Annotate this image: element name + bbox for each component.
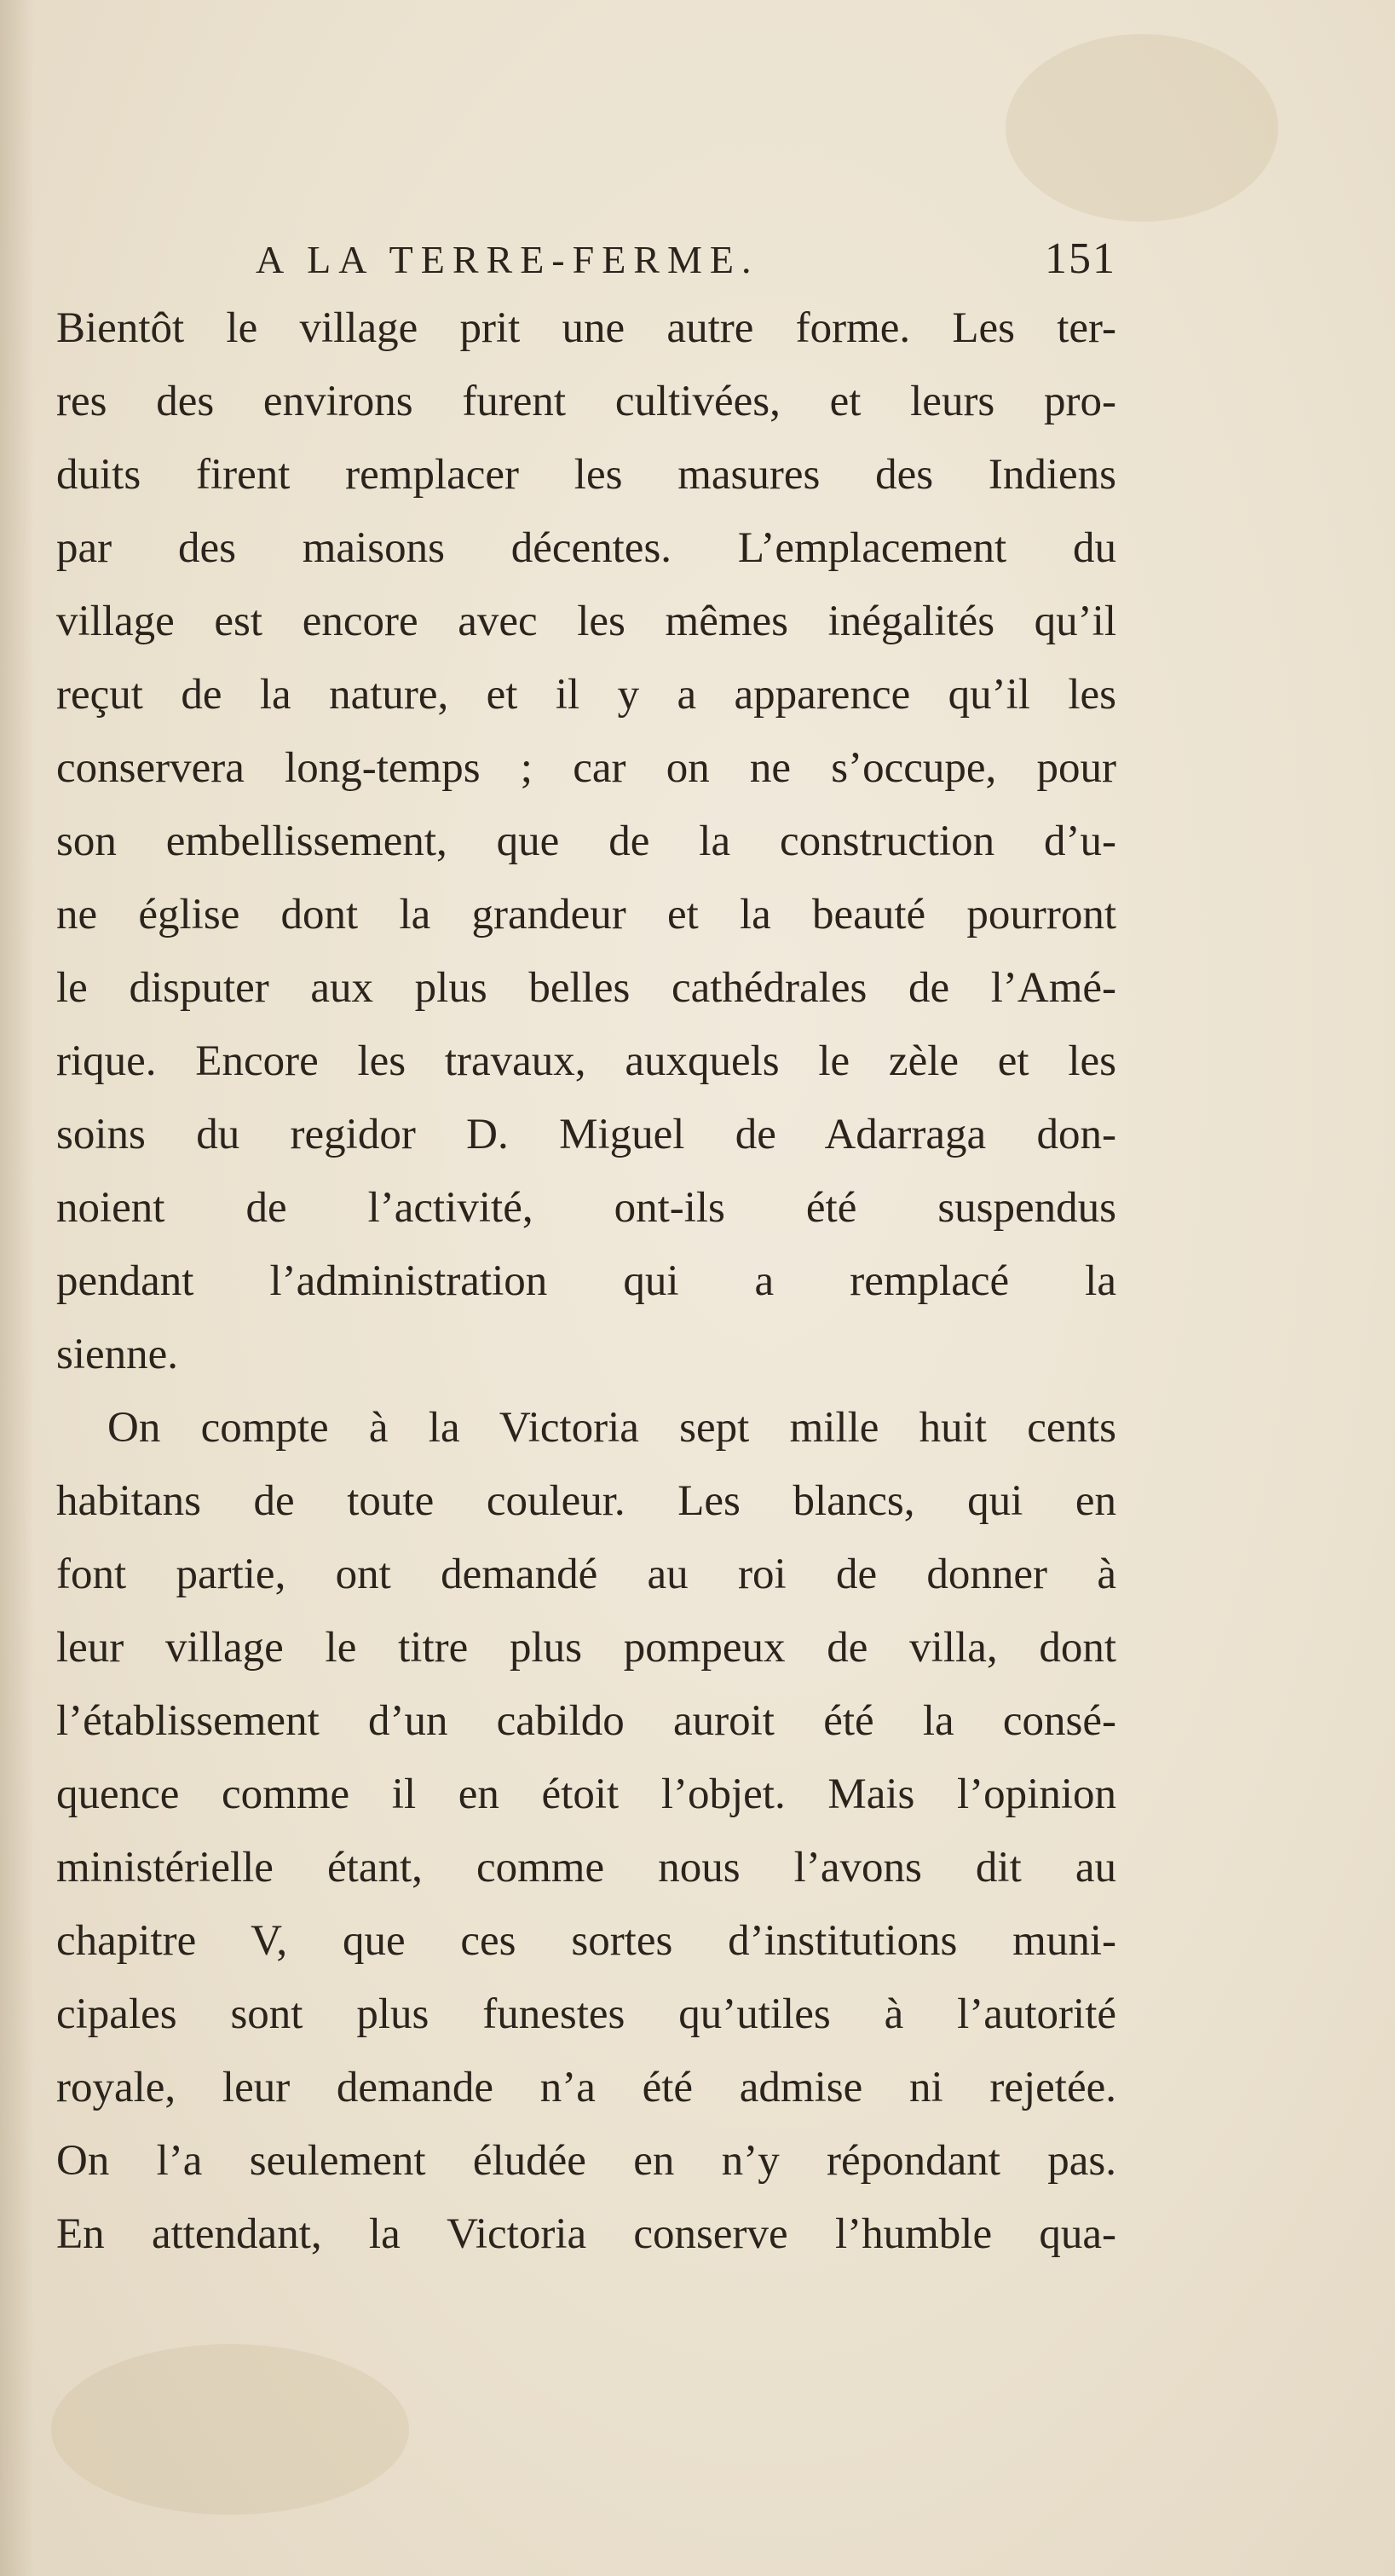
text-line: l’établissement d’un cabildo auroit été la consé- xyxy=(56,1697,1116,1745)
text-line: font partie, ont demandé au roi de donner à xyxy=(56,1551,1116,1598)
text-line: quence comme il en étoit l’objet. Mais l’opinion xyxy=(56,1770,1116,1818)
text-line: cipales sont plus funestes qu’utiles à l’autorité xyxy=(56,1990,1116,2038)
text-line: sienne. xyxy=(56,1331,179,1378)
text-line: village est encore avec les mêmes inégalités qu’il xyxy=(56,598,1116,645)
text-line: conservera long-temps ; car on ne s’occupe, pour xyxy=(56,744,1116,792)
text-line: duits firent remplacer les masures des Indiens xyxy=(56,451,1116,499)
binding-shadow xyxy=(0,0,34,2576)
text-line: noient de l’activité, ont-ils été suspendus xyxy=(56,1184,1116,1232)
text-line: reçut de la nature, et il y a apparence qu’il les xyxy=(56,671,1116,719)
text-line: habitans de toute couleur. Les blancs, qui en xyxy=(56,1477,1116,1525)
page-number: 151 xyxy=(1045,234,1116,283)
text-line: On l’a seulement éludée en n’y répondant pas. xyxy=(56,2137,1116,2185)
paper-stain xyxy=(51,2344,409,2515)
page-header xyxy=(256,234,1116,297)
paper-stain xyxy=(1006,34,1278,222)
text-line: chapitre V, que ces sortes d’institutions muni- xyxy=(56,1917,1116,1965)
text-line: res des environs furent cultivées, et leurs pro- xyxy=(56,378,1116,425)
running-title: A LA TERRE-FERME. xyxy=(256,238,759,281)
text-line: En attendant, la Victoria conserve l’humble qua- xyxy=(56,2210,1116,2258)
text-line: On compte à la Victoria sept mille huit cents xyxy=(107,1404,1116,1452)
text-line: par des maisons décentes. L’emplacement du xyxy=(56,524,1116,572)
text-line: leur village le titre plus pompeux de villa, dont xyxy=(56,1624,1116,1672)
text-line: le disputer aux plus belles cathédrales de l’Amé- xyxy=(56,964,1116,1012)
text-line: ministérielle étant, comme nous l’avons dit au xyxy=(56,1844,1116,1892)
text-line: son embellissement, que de la construction d’u- xyxy=(56,817,1116,865)
text-line: ne église dont la grandeur et la beauté pourront xyxy=(56,891,1116,939)
text-line: Bientôt le village prit une autre forme. Les ter- xyxy=(56,304,1116,352)
text-line: soins du regidor D. Miguel de Adarraga don- xyxy=(56,1111,1116,1158)
body-text xyxy=(56,292,1116,2271)
text-line: pendant l’administration qui a remplacé la xyxy=(56,1257,1116,1305)
text-line: royale, leur demande n’a été admise ni rejetée. xyxy=(56,2064,1116,2111)
text-line: rique. Encore les travaux, auxquels le zèle et les xyxy=(56,1037,1116,1085)
